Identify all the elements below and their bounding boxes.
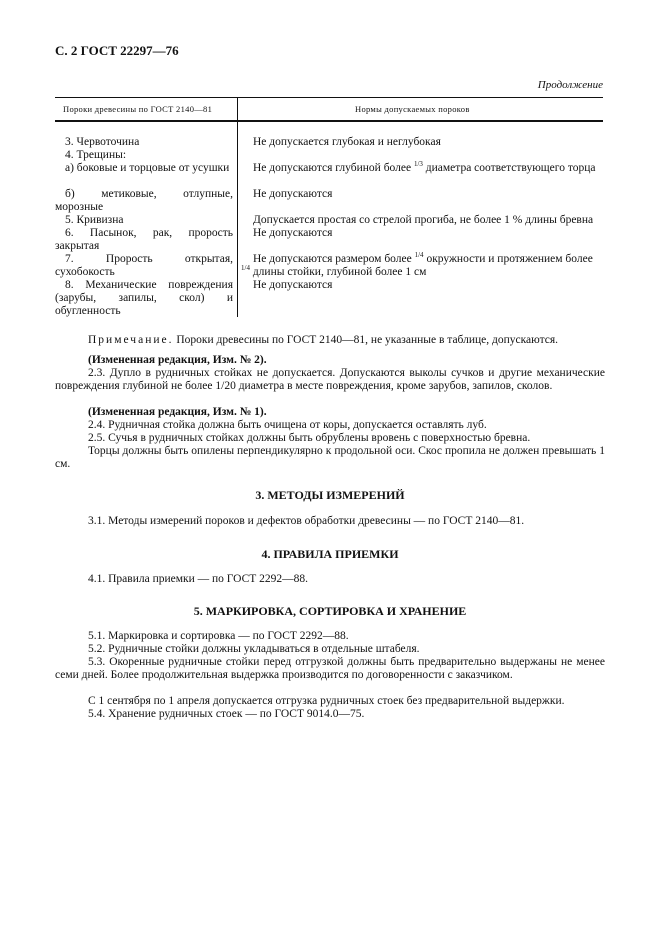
table-row-defect: 3. Червоточина [65,136,140,148]
page-header: С. 2 ГОСТ 22297—76 [55,43,179,58]
section-5-heading: 5. МАРКИРОВКА, СОРТИРОВКА И ХРАНЕНИЕ [193,604,467,618]
continuation-label: Продолжение [537,79,603,91]
section-4-heading: 4. ПРАВИЛА ПРИЕМКИ [261,547,399,561]
table-row-defect: 5. Кривизна [65,214,124,226]
table-row-norm: Не допускаются размером более $^{1/4}$ окружности и протяжением более $^{1/4}$ длины стойки, глубиной более 1 см [241,251,593,278]
table-row-norm: Не допускаются [253,227,333,239]
table-row-norm: Не допускаются глубиной более $^{1/3}$ диаметра соответствующего торца [253,160,596,174]
table-row-norm: Допускается простая со стрелой прогиба, не более 1 % длины бревна [253,214,594,226]
col-header-norms: Нормы допускаемых пороков [355,104,470,114]
table-row-defect: а) боковые и торцовые от усушки [65,162,230,174]
header-rule [55,120,603,122]
col-header-defects: Пороки древесины по ГОСТ 2140—81 [63,104,213,114]
paragraph-2-3: 2.3. Дупло в рудничных стойках не допускается. Допускаются выколы сучков и другие механические повреждения глубиной не более 1/20 диаметра в месте повреждения, кроме зарубов, запилов, сколов. [55,367,605,392]
table-row-defect: 6. Пасынок, рак, пророcть закрытая [55,227,233,252]
paragraph-2-5-cont: Торцы должны быть опилены перпендикулярно к продольной оси. Скос пропила не должен превышать 1 см. [55,445,605,470]
table-row-norm: Не допускаются [253,188,333,200]
paragraph-5-4: 5.4. Хранение рудничных стоек — по ГОСТ 9014.0—75. [88,708,365,720]
table-row-defect: 4. Трещины: [65,149,127,161]
edit-note-2: (Измененная редакция, Изм. № 2). [88,354,267,366]
paragraph-2-5: 2.5. Сучья в рудничных стойках должны быть обрублены вровень с поверхностью бревна. [88,432,531,444]
section-3-heading: 3. МЕТОДЫ ИЗМЕРЕНИЙ [255,488,405,502]
defects-table [55,97,603,317]
paragraph-4-1: 4.1. Правила приемки — по ГОСТ 2292—88. [88,573,309,585]
table-top-rule [55,97,603,98]
paragraph-5-2: 5.2. Рудничные стойки должны укладываться в отдельные штабеля. [88,643,420,655]
table-row-defect: 8. Механические повреждения (зарубы, запилы, скол) и обугленность [55,279,233,317]
paragraph-5-3-cont: С 1 сентября по 1 апреля допускается отгрузка рудничных стоек без предварительной выдержки. [88,695,565,707]
table-row-norm: Не допускается глубокая и неглубокая [253,136,441,148]
edit-note-1: (Измененная редакция, Изм. № 1). [88,406,267,418]
table-row-defect: б) метиковые, отлупные, морозные [55,188,233,213]
table-note: Примечание. Пороки древесины по ГОСТ 2140—81, не указанные в таблице, допускаются. [88,334,559,346]
paragraph-2-4: 2.4. Рудничная стойка должна быть очищена от коры, допускается оставлять луб. [88,419,487,431]
paragraph-5-1: 5.1. Маркировка и сортировка — по ГОСТ 2292—88. [88,630,349,642]
table-row-norm: Не допускаются [253,279,333,291]
paragraph-5-3: 5.3. Окоренные рудничные стойки перед отгрузкой должны быть предварительно выдержаны не менее семи дней. Более продолжительная выдержка производится по договоренности с заказчиком. [55,656,605,681]
paragraph-3-1: 3.1. Методы измерений пороков и дефектов обработки древесины — по ГОСТ 2140—81. [88,515,525,527]
column-divider [237,97,238,317]
table-row-defect: 7. Пророcть открытая, сухобокость [55,253,233,278]
